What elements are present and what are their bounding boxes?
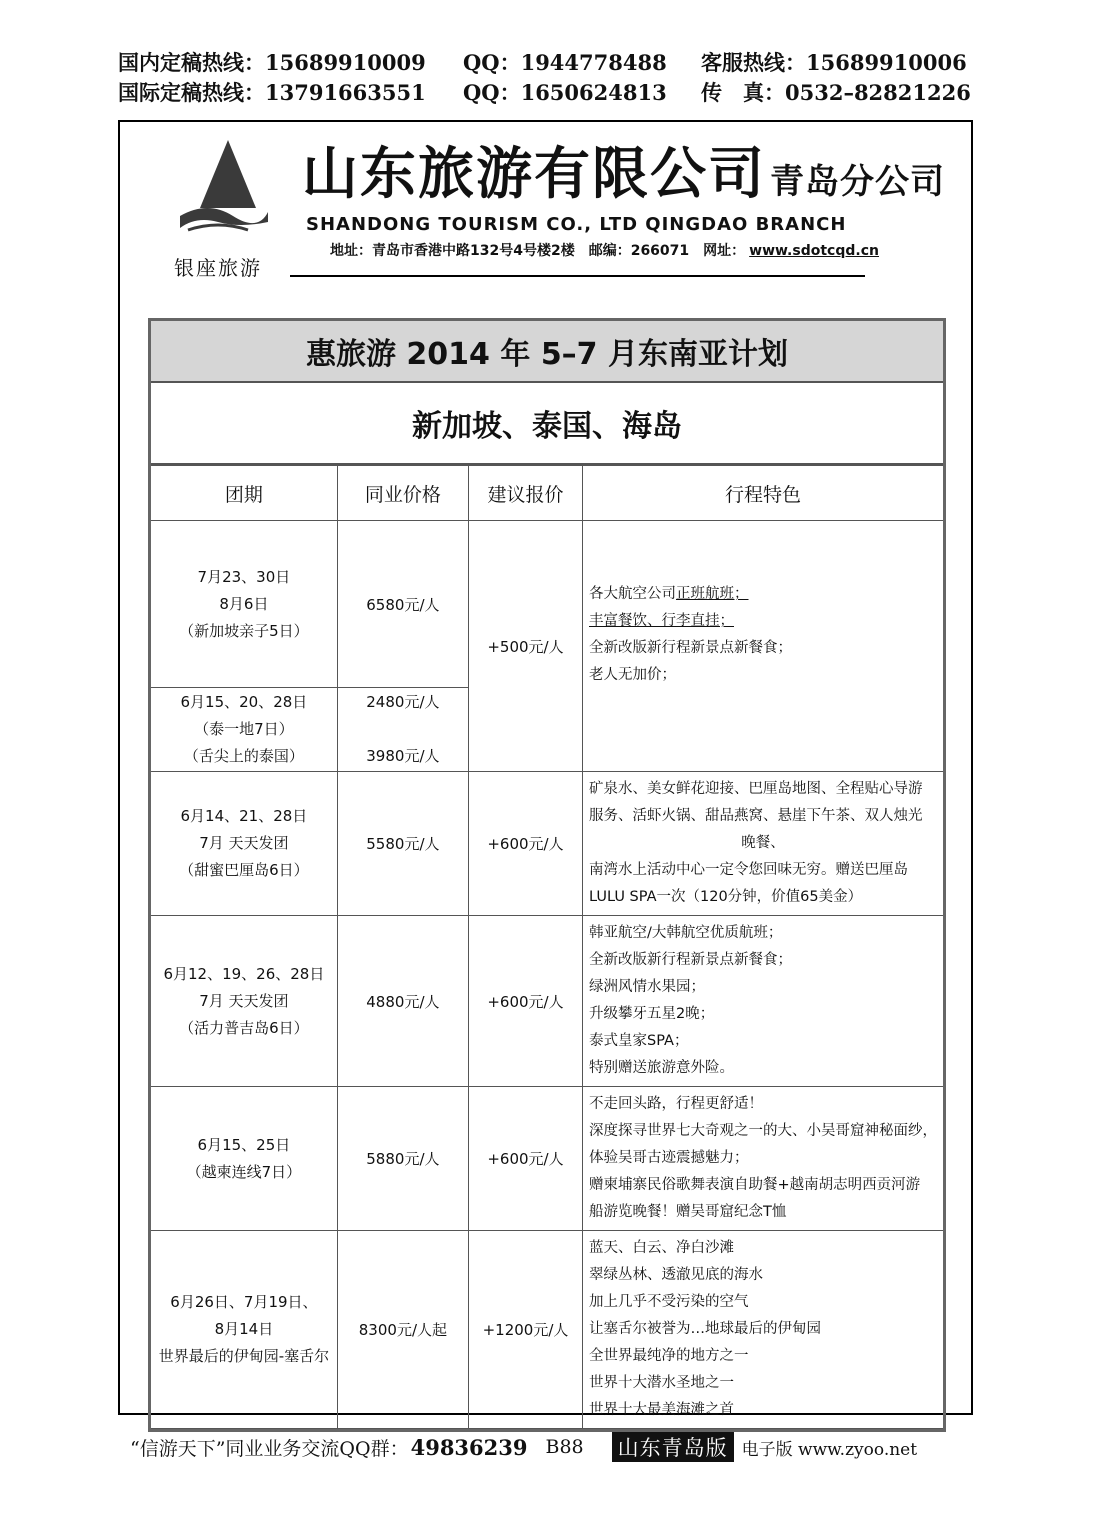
row-trade-price: 8300元/人起 (337, 1231, 468, 1429)
row-suggested-price: +600元/人 (468, 916, 582, 1087)
feature-line: 服务、活虾火锅、甜品燕窝、悬崖下午茶、双人烛光 (589, 808, 923, 824)
feature-line: 不走回头路，行程更舒适！ (589, 1096, 763, 1112)
footer-edition-band: 山东青岛版 (612, 1432, 734, 1462)
row-trade-price (337, 688, 468, 772)
sail-logo-icon (178, 136, 268, 236)
period-line: 8月6日 (219, 594, 269, 613)
period-line: 6月14、21、28日 (180, 807, 308, 825)
row-period (151, 521, 337, 688)
feature-line: 体验吴哥古迹震撼魅力； (589, 1150, 749, 1166)
row-features (583, 916, 944, 1087)
period-line: 世界最后的伊甸园-塞舌尔 (158, 1347, 330, 1365)
table-row (151, 772, 943, 916)
row-period (151, 688, 337, 772)
feature-line: 全新改版新行程新景点新餐食； (589, 640, 792, 656)
address-text: 地址：青岛市香港中路132号4号楼2楼 邮编：266071 网址： (330, 243, 746, 259)
row-trade-price: 6580元/人 (337, 521, 468, 688)
row-suggested-price: +600元/人 (468, 1087, 582, 1231)
row-features (583, 521, 944, 772)
feature-line: 世界十大潜水圣地之一 (589, 1375, 734, 1391)
row-suggested-price: +600元/人 (468, 772, 582, 916)
feature-line: 老人无加价； (589, 667, 676, 683)
company-address (330, 240, 879, 260)
period-line: （舌尖上的泰国） (183, 747, 304, 765)
table-row (151, 916, 943, 1087)
feature-line: 让塞舌尔被誉为…地球最后的伊甸园 (589, 1321, 821, 1337)
page-footer (130, 1432, 917, 1462)
period-line: （活力普吉岛6日） (179, 1018, 309, 1037)
fax-number: 传 真：0532–82821226 (701, 80, 971, 105)
website-link[interactable]: www.sdotcqd.cn (749, 243, 879, 259)
row-suggested-price: +500元/人 (468, 521, 582, 772)
footer-edition-site: 电子版 www.zyoo.net (741, 1439, 918, 1460)
period-line: 7月 天天发团 (199, 991, 289, 1010)
period-line: （甜蜜巴厘岛6日） (179, 861, 309, 879)
feature-line: 南湾水上活动中心一定令您回味无穷。赠送巴厘岛 (589, 862, 908, 878)
flyer-frame (118, 120, 973, 1418)
feature-line: 全新改版新行程新景点新餐食； (589, 952, 792, 968)
row-features (583, 1087, 944, 1231)
period-line: （越柬连线7日） (186, 1162, 302, 1181)
period-line: 6月12、19、26、28日 (163, 964, 325, 983)
footer-page-code: B88 (545, 1436, 584, 1458)
feature-line: 加上几乎不受污染的空气 (589, 1294, 749, 1310)
feature-line: 蓝天、白云、净白沙滩 (589, 1240, 734, 1256)
row-period (151, 1231, 337, 1429)
hotline-row-international (118, 78, 978, 108)
row-suggested-price: +1200元/人 (468, 1231, 582, 1429)
header-suggested-price: 建议报价 (468, 466, 582, 521)
domestic-qq: QQ：1944778488 (463, 50, 667, 75)
feature-line: 全世界最纯净的地方之一 (589, 1348, 749, 1364)
international-qq: QQ：1650624813 (463, 80, 667, 105)
domestic-hotline: 国内定稿热线：15689910009 (118, 50, 426, 75)
header-features: 行程特色 (583, 466, 944, 521)
feature-line: 丰富餐饮、行李直挂； (589, 613, 734, 629)
price-line: 3980元/人 (366, 747, 440, 765)
feature-line: 韩亚航空/大韩航空优质航班； (589, 925, 783, 941)
table-subtitle: 新加坡、泰国、海岛 (151, 383, 943, 465)
tour-table (151, 465, 943, 1429)
feature-line: LULU SPA一次（120分钟，价值65美金） (589, 889, 863, 905)
header-period: 团期 (151, 466, 337, 521)
row-period (151, 916, 337, 1087)
row-trade-price: 5880元/人 (337, 1087, 468, 1231)
table-row (151, 521, 943, 688)
feature-line: 翠绿丛林、透澈见底的海水 (589, 1267, 763, 1283)
price-line: 2480元/人 (366, 693, 440, 711)
feature-line: 升级攀牙五星2晚； (589, 1006, 715, 1022)
feature-line: 特别赠送旅游意外险。 (589, 1060, 734, 1076)
period-line: 6月26日、7月19日、 (170, 1293, 318, 1311)
period-line: 7月 天天发团 (199, 834, 289, 852)
company-english-name: SHANDONG TOURISM CO., LTD QINGDAO BRANCH (306, 214, 847, 235)
row-period (151, 772, 337, 916)
hotline-header (118, 48, 978, 108)
period-line: 8月14日 (214, 1320, 274, 1338)
service-hotline: 客服热线：15689910006 (701, 50, 967, 75)
feature-line: 晚餐、 (741, 835, 785, 851)
row-trade-price: 4880元/人 (337, 916, 468, 1087)
table-title: 惠旅游 2014 年 5–7 月东南亚计划 (151, 321, 943, 383)
hotline-row-domestic (118, 48, 978, 78)
tour-plan-table (148, 318, 946, 1432)
feature-line: 深度探寻世界七大奇观之一的大、小吴哥窟神秘面纱， (589, 1123, 937, 1139)
table-row (151, 1231, 943, 1429)
period-line: 6月15、20、28日 (180, 693, 308, 711)
feature-line: 船游览晚餐！赠吴哥窟纪念T恤 (589, 1204, 787, 1220)
period-line: （新加坡亲子5日） (179, 621, 309, 640)
feature-line: 各大航空公司正班航班； (589, 586, 749, 602)
row-features (583, 772, 944, 916)
header-divider (290, 275, 865, 277)
period-line: 7月23、30日 (197, 567, 291, 586)
feature-line: 矿泉水、美女鲜花迎接、巴厘岛地图、全程贴心导游 (589, 781, 923, 797)
international-hotline: 国际定稿热线：13791663551 (118, 80, 426, 105)
feature-line: 泰式皇家SPA； (589, 1033, 689, 1049)
feature-line: 赠柬埔寨民俗歌舞表演自助餐+越南胡志明西贡河游 (589, 1177, 921, 1193)
footer-qq-group: 49836239 (410, 1434, 528, 1460)
company-name-text: 山东旅游有限公司 (302, 142, 766, 207)
header-trade-price: 同业价格 (337, 466, 468, 521)
footer-group-text: “信游天下”同业业务交流QQ群： (130, 1437, 409, 1460)
table-header-row (151, 466, 943, 521)
period-line: （泰一地7日） (194, 720, 294, 738)
period-line: 6月15、25日 (197, 1135, 291, 1154)
company-name (302, 130, 945, 210)
logo-caption: 银座旅游 (174, 256, 262, 280)
table-row (151, 1087, 943, 1231)
row-features (583, 1231, 944, 1429)
row-trade-price: 5580元/人 (337, 772, 468, 916)
row-period (151, 1087, 337, 1231)
feature-line: 绿洲风情水果园； (589, 979, 705, 995)
company-branch: 青岛分公司 (770, 162, 945, 202)
feature-line: 世界十大最美海滩之首 (589, 1402, 734, 1418)
